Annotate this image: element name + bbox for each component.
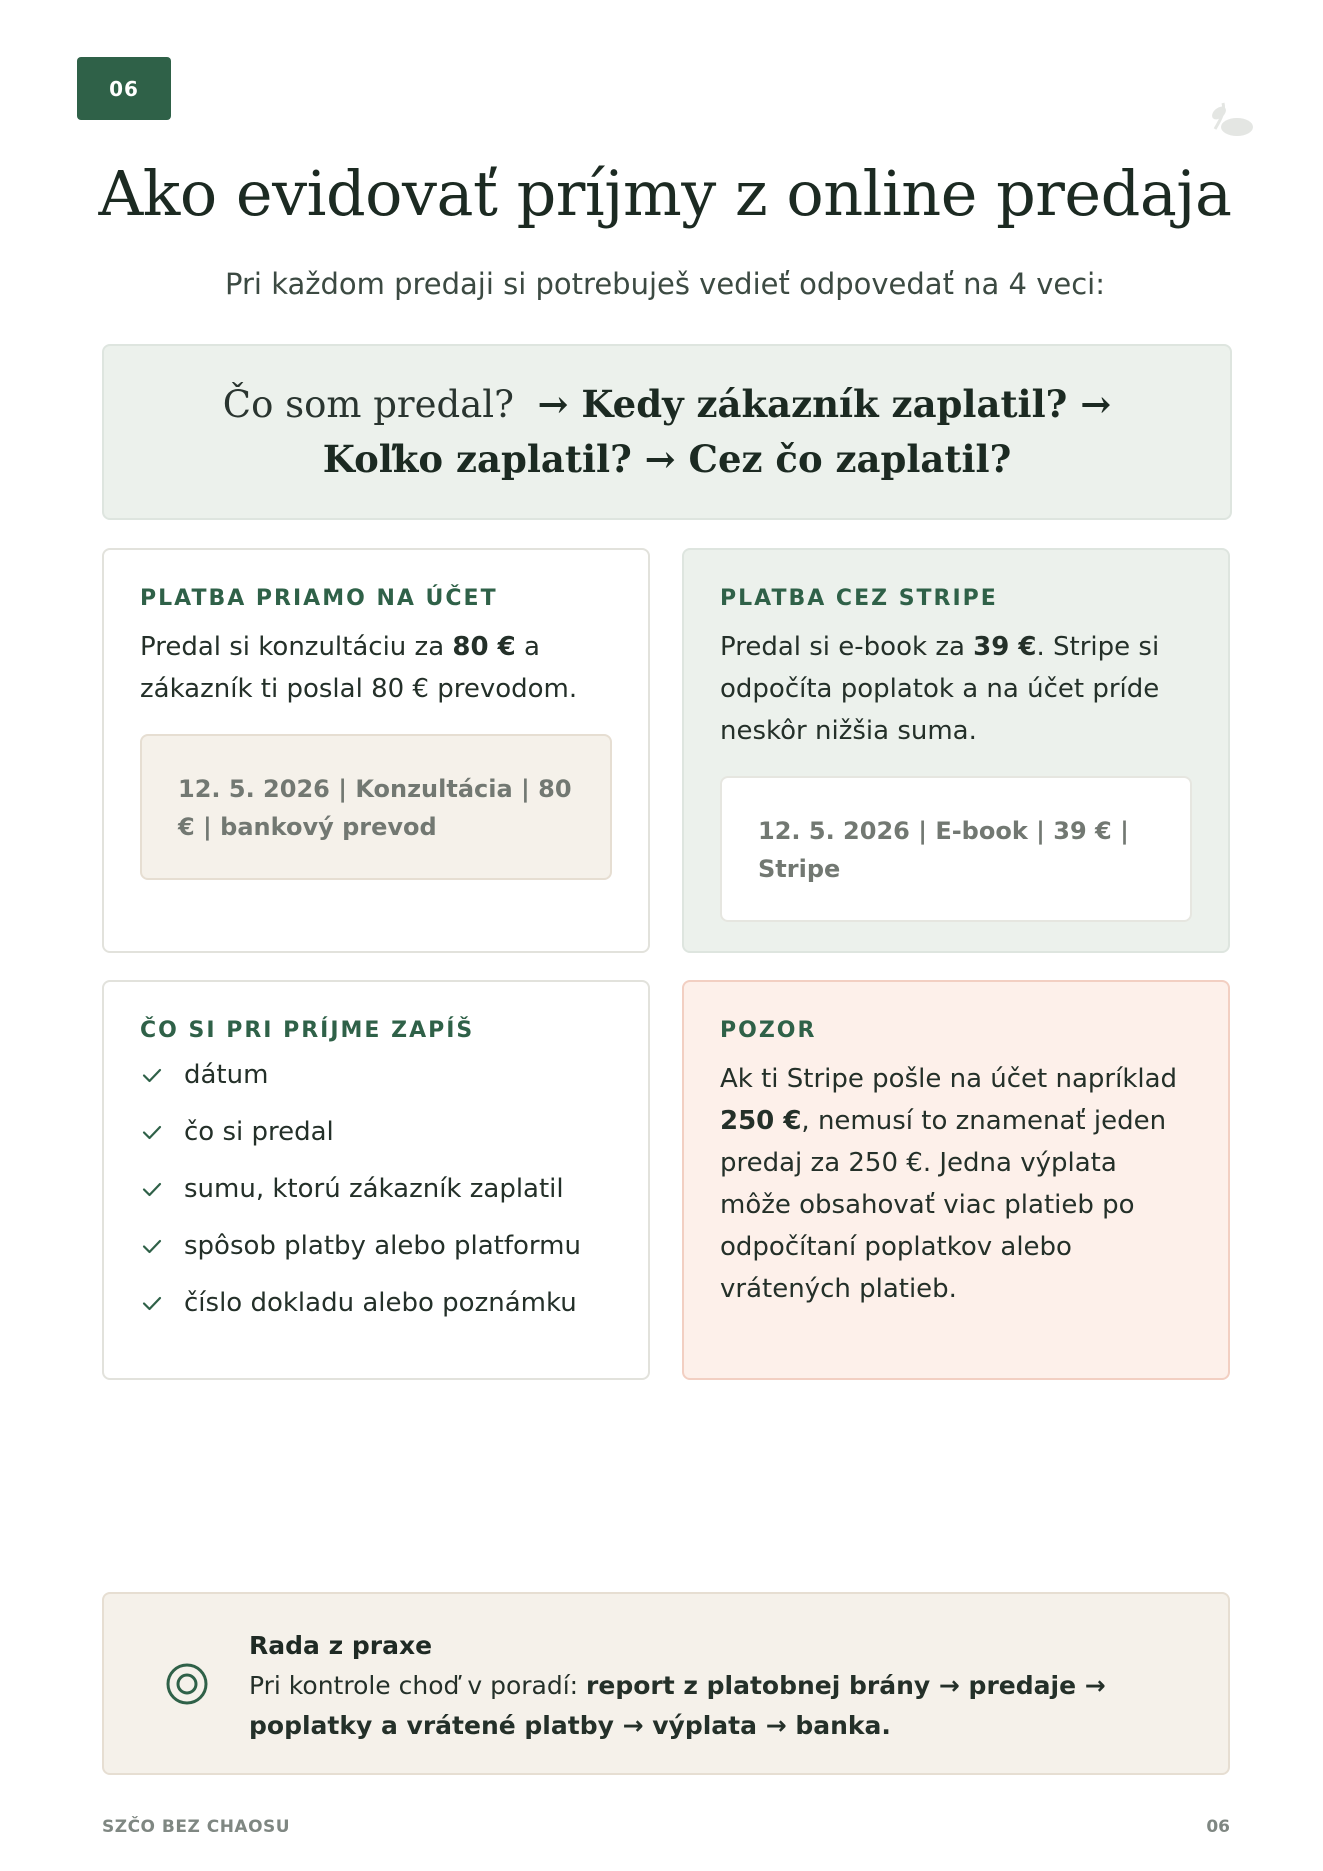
checklist-item-text: dátum: [184, 1059, 269, 1090]
checklist-item: [140, 1217, 612, 1274]
stripe-text-before: Predal si e-book za: [720, 632, 974, 662]
flow-question-rest: → Kedy zákazník zaplatil? → Koľko zaplatil? → Cez čo zaplatil?: [322, 382, 1112, 481]
stripe-amount: 39 €: [973, 632, 1037, 662]
bank-text-before: Predal si konzultáciu za: [140, 632, 453, 662]
practice-tip-box: [102, 1592, 1230, 1775]
warning-text-after: , nemusí to znamenať jeden predaj za 250 €. Jedna výplata môže obsahovať viac platieb po odpočítaní poplatkov alebo vrátených platieb.: [720, 1106, 1167, 1304]
stripe-payment-card: [682, 548, 1230, 953]
practice-tip-content: [249, 1626, 1188, 1746]
checklist-item: [140, 1160, 612, 1217]
check-icon: [140, 1120, 164, 1144]
stripe-payment-text: [720, 626, 1192, 752]
warning-text-before: Ak ti Stripe pošle na účet napríklad: [720, 1064, 1178, 1094]
stripe-record-example: 12. 5. 2026 | E-book | 39 € | Stripe: [720, 776, 1192, 922]
bank-amount: 80 €: [452, 632, 516, 662]
check-icon: [140, 1177, 164, 1201]
footer-brand: SZČO BEZ CHAOSU: [102, 1817, 291, 1837]
checklist-item-text: sumu, ktorú zákazník zaplatil: [184, 1173, 564, 1204]
checklist-item: [140, 1274, 612, 1331]
check-icon: [140, 1063, 164, 1087]
bank-text-after: a zákazník ti poslal 80 € prevodom.: [140, 632, 578, 704]
leaf-sprout-icon: [1205, 97, 1257, 139]
bank-transfer-record-example: 12. 5. 2026 | Konzultácia | 80 € | bankový prevod: [140, 734, 612, 880]
checklist-item: [140, 1103, 612, 1160]
bank-transfer-label: PLATBA PRIAMO NA ÚČET: [140, 586, 498, 611]
checklist-item: [140, 1046, 612, 1103]
warning-card: [682, 980, 1230, 1380]
warning-label: POZOR: [720, 1018, 817, 1043]
check-icon: [140, 1291, 164, 1315]
check-icon: [140, 1234, 164, 1258]
page-number-badge: 06: [77, 57, 171, 120]
bank-transfer-card: [102, 548, 650, 953]
income-checklist-card: [102, 980, 650, 1380]
warning-text: [720, 1058, 1192, 1310]
question-flow: [204, 377, 1130, 487]
checklist-item-text: číslo dokladu alebo poznámku: [184, 1287, 577, 1318]
tip-text-before: Pri kontrole choď v poradí:: [249, 1671, 587, 1700]
practice-tip-title: Rada z praxe: [249, 1631, 433, 1660]
practice-tip-text: [249, 1666, 1188, 1746]
income-checklist-label: ČO SI PRI PRÍJME ZAPÍŠ: [140, 1018, 475, 1043]
checklist-item-text: čo si predal: [184, 1116, 334, 1147]
question-flow-box: [102, 344, 1232, 520]
tip-emphasis: report z platobnej brány → predaje → poplatky a vrátené platby → výplata → banka.: [249, 1671, 1106, 1740]
bank-transfer-text: [140, 626, 612, 710]
checklist-item-text: spôsob platby alebo platformu: [184, 1230, 581, 1261]
warning-amount: 250 €: [720, 1106, 802, 1136]
income-checklist: [140, 1046, 612, 1331]
flow-question-1: Čo som predal?: [222, 383, 514, 426]
page-subtitle: Pri každom predaji si potrebuješ vedieť odpovedať na 4 veci:: [225, 267, 1105, 301]
stripe-text-after: . Stripe si odpočíta poplatok a na účet príde neskôr nižšia suma.: [720, 632, 1160, 746]
target-icon: [164, 1661, 210, 1707]
page-title: Ako evidovať príjmy z online predaja: [98, 157, 1232, 230]
stripe-payment-label: PLATBA CEZ STRIPE: [720, 586, 998, 611]
footer-page-number: 06: [1206, 1817, 1230, 1837]
